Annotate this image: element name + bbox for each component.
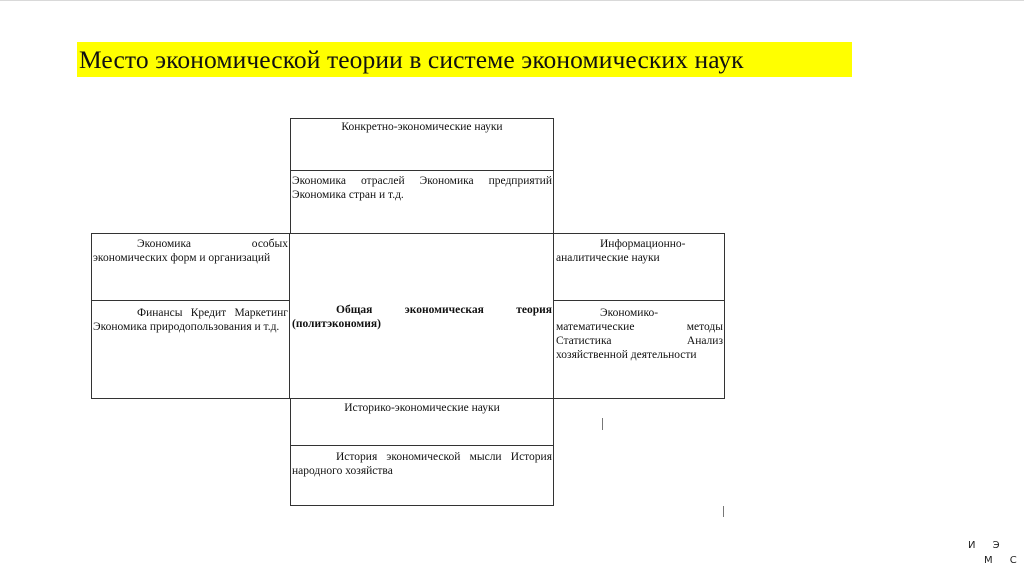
right-divider-line xyxy=(553,300,725,301)
top-content: Экономика отраслей Экономика предприятий Экономика стран и т.д. xyxy=(292,175,552,201)
bottom-content: История экономической мысли История народного хозяйства xyxy=(292,451,552,477)
slide-title: Место экономической теории в системе экономических наук xyxy=(77,42,852,77)
center-content: Общая экономическая теория (политэкономия) xyxy=(292,304,552,330)
middle-right-vline xyxy=(553,233,554,399)
top-divider-line xyxy=(290,170,554,171)
top-header: Конкретно-экономические науки xyxy=(341,121,503,133)
logo-line-1: И Э xyxy=(968,540,1000,551)
right-header: Информационно-аналитические науки xyxy=(556,238,686,264)
left-header: Экономика особых экономических форм и организаций xyxy=(93,238,288,264)
left-content: Финансы Кредит Маркетинг Экономика природопользования и т.д. xyxy=(93,307,288,333)
middle-left-vline xyxy=(289,233,290,399)
stray-mark xyxy=(723,506,724,517)
logo-line-2: М С xyxy=(984,555,1017,566)
bottom-divider-line xyxy=(290,445,554,446)
top-divider xyxy=(0,0,1024,1)
left-divider-line xyxy=(91,300,290,301)
bottom-header: Историко-экономические науки xyxy=(344,402,500,414)
stray-mark xyxy=(602,418,603,430)
right-content: Экономико-математические методы Статистика Анализ хозяйственной деятельности xyxy=(556,307,723,361)
